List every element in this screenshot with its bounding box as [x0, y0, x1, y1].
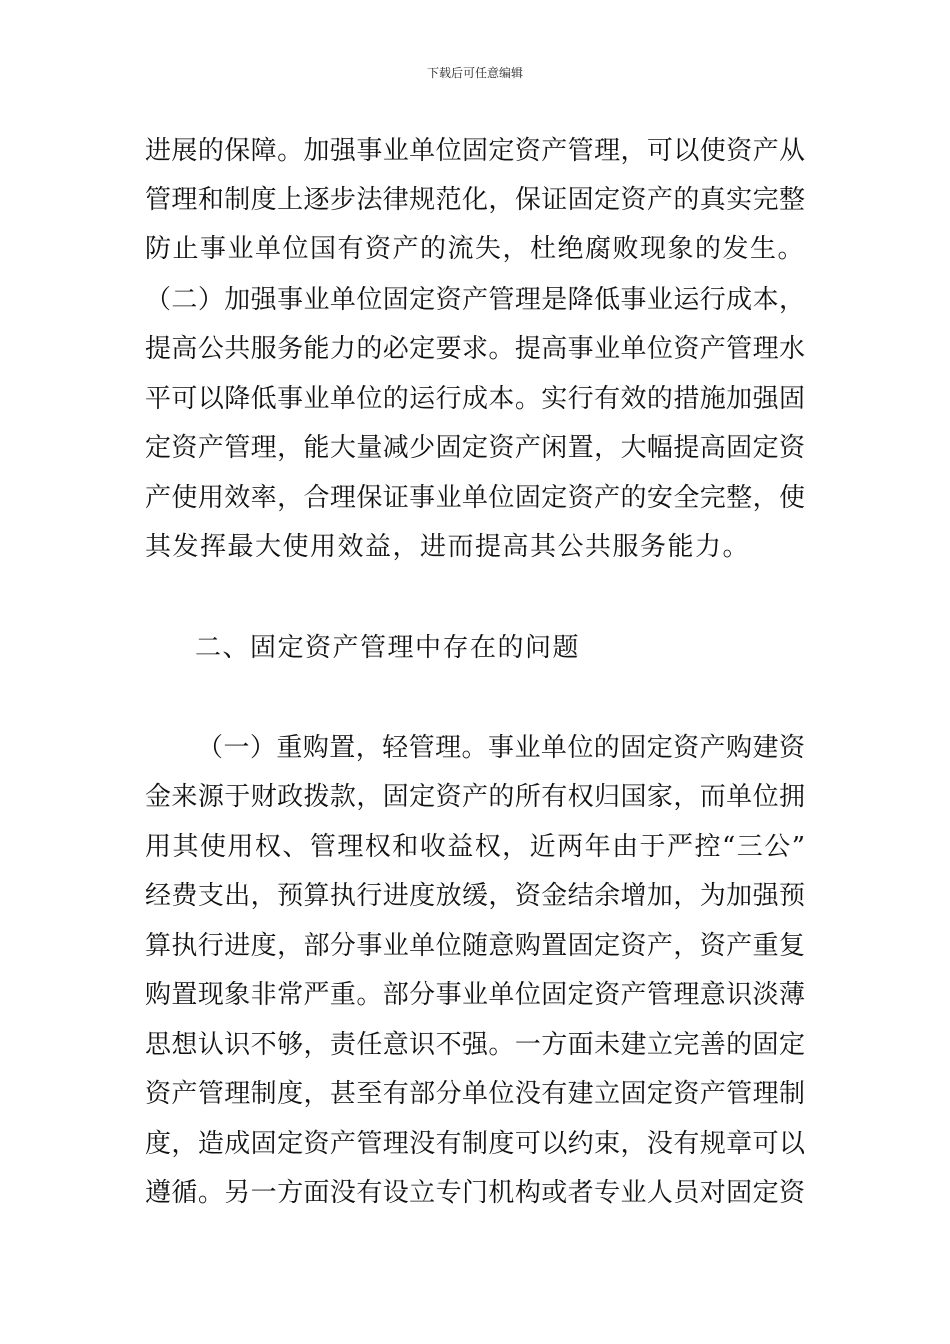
text-line: 购置现象非常严重。部分事业单位固定资产管理意识淡薄	[145, 980, 805, 1010]
text-line: 算执行进度，部分事业单位随意购置固定资产，资产重复	[145, 931, 805, 961]
text-line: 产使用效率，合理保证事业单位固定资产的安全完整，使	[145, 483, 805, 513]
text-line: 用其使用权、管理权和收益权，近两年由于严控“三公”	[145, 832, 805, 862]
text-line: 平可以降低事业单位的运行成本。实行有效的措施加强固	[145, 384, 805, 414]
text-line: 定资产管理，能大量减少固定资产闲置，大幅提高固定资	[145, 433, 805, 463]
page-header: 下载后可任意编辑	[426, 66, 523, 80]
text-line: 进展的保障。加强事业单位固定资产管理，可以使资产从	[145, 136, 805, 166]
text-line: 资产管理制度，甚至有部分单位没有建立固定资产管理制	[145, 1079, 805, 1109]
text-line: （一）重购置，轻管理。事业单位的固定资产购建资	[197, 733, 805, 763]
text-line: 提高公共服务能力的必定要求。提高事业单位资产管理水	[145, 334, 805, 364]
text-line: 其发挥最大使用效益，进而提高其公共服务能力。	[145, 532, 751, 562]
text-line: 遵循。另一方面没有设立专门机构或者专业人员对固定资	[145, 1178, 805, 1208]
text-line: 经费支出，预算执行进度放缓，资金结余增加，为加强预	[145, 881, 805, 911]
text-line: 度，造成固定资产管理没有制度可以约束，没有规章可以	[145, 1129, 805, 1159]
text-line: 防止事业单位国有资产的流失，杜绝腐败现象的发生。	[145, 234, 806, 264]
text-line: 金来源于财政拨款，固定资产的所有权归国家，而单位拥	[145, 782, 805, 812]
text-line: （二）加强事业单位固定资产管理是降低事业运行成本，	[145, 285, 805, 315]
section-heading: 二、固定资产管理中存在的问题	[195, 633, 581, 663]
text-line: 思想认识不够，责任意识不强。一方面未建立完善的固定	[145, 1030, 805, 1060]
text-line: 管理和制度上逐步法律规范化，保证固定资产的真实完整	[145, 185, 805, 215]
